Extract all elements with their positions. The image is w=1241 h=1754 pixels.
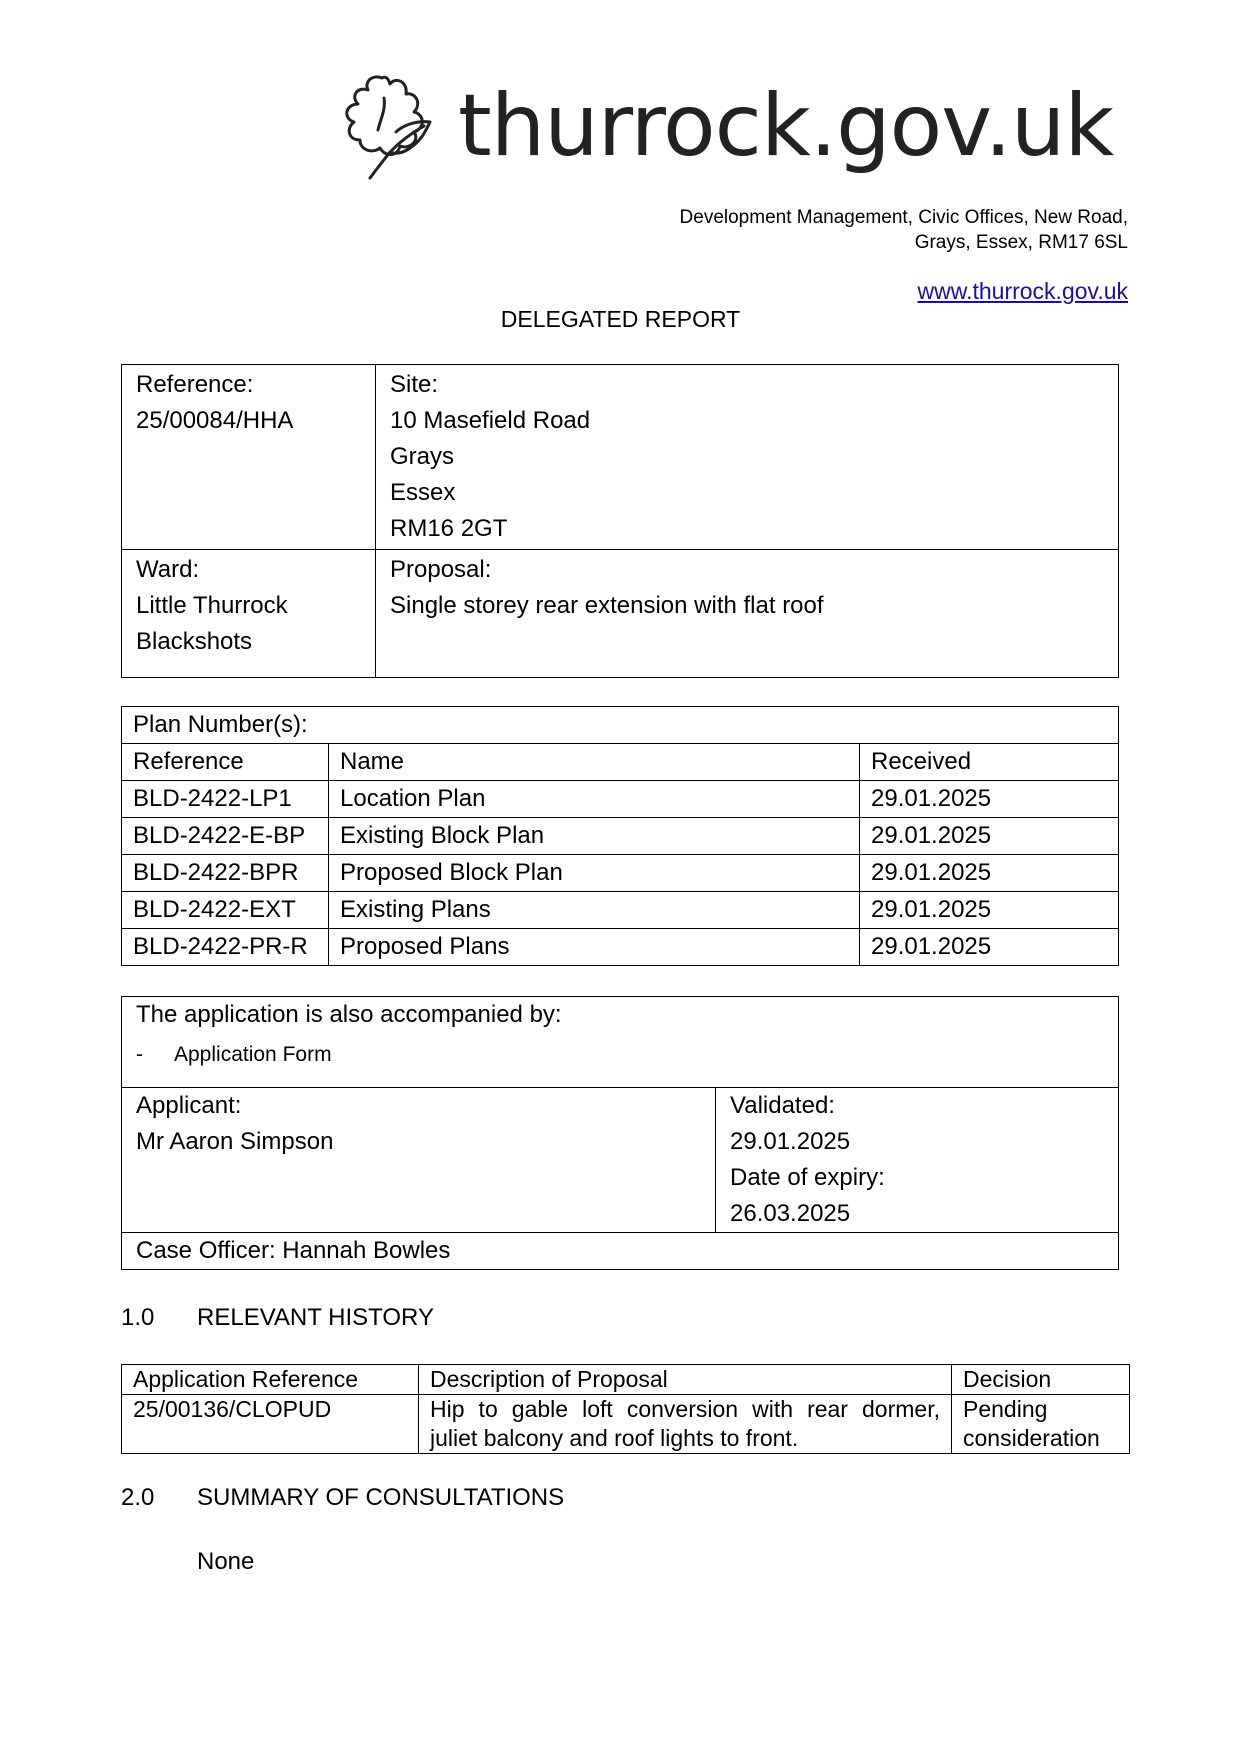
table-row (122, 818, 1119, 855)
ward-label: Ward: (136, 556, 200, 583)
history-decision: Pending consideration (952, 1395, 1130, 1454)
proposal-label: Proposal: (390, 556, 492, 583)
accompanied-label: The application is also accompanied by: (136, 1001, 562, 1028)
table-header-row (122, 744, 1119, 781)
accompanied-cell (122, 997, 1119, 1088)
site-address-line: Grays (390, 443, 455, 470)
plan-name: Proposed Plans (329, 929, 860, 966)
plan-name: Location Plan (329, 781, 860, 818)
plan-name: Existing Plans (329, 892, 860, 929)
logo-wordmark: thurrock.gov.uk (458, 76, 1114, 176)
plan-name: Existing Block Plan (329, 818, 860, 855)
history-reference: 25/00136/CLOPUD (122, 1395, 419, 1454)
plan-reference: BLD-2422-LP1 (122, 781, 329, 818)
section-heading-consultations (121, 1484, 564, 1512)
ward-line: Blackshots (136, 628, 253, 655)
dates-cell (716, 1088, 1119, 1233)
validated-value: 29.01.2025 (730, 1128, 851, 1155)
column-header: Decision (952, 1365, 1130, 1395)
section-number: 2.0 (121, 1484, 155, 1511)
plan-received: 29.01.2025 (860, 781, 1119, 818)
report-title: DELEGATED REPORT (500, 306, 741, 332)
proposal-cell (376, 550, 1119, 678)
list-bullet: - (136, 1043, 143, 1066)
plan-reference: BLD-2422-EXT (122, 892, 329, 929)
accompanied-list-item (136, 1033, 1104, 1079)
history-description: Hip to gable loft conversion with rear dormer, juliet balcony and roof lights to front. (419, 1395, 952, 1454)
section-title: SUMMARY OF CONSULTATIONS (197, 1484, 565, 1511)
column-header: Name (329, 744, 860, 781)
plan-numbers-table (121, 706, 1119, 966)
site-address-line: 10 Masefield Road (390, 407, 591, 434)
plan-received: 29.01.2025 (860, 855, 1119, 892)
consultations-body: None (197, 1548, 255, 1575)
table-row (122, 929, 1119, 966)
plan-reference: BLD-2422-E-BP (122, 818, 329, 855)
address-line-1: Development Management, Civic Offices, New Road, (679, 207, 1128, 228)
column-header: Reference (122, 744, 329, 781)
reference-value: 25/00084/HHA (136, 407, 294, 434)
section-title: RELEVANT HISTORY (197, 1304, 434, 1331)
applicant-cell (122, 1088, 716, 1233)
column-header: Description of Proposal (419, 1365, 952, 1395)
address-line-2: Grays, Essex, RM17 6SL (914, 232, 1128, 253)
plan-received: 29.01.2025 (860, 818, 1119, 855)
plan-reference: BLD-2422-BPR (122, 855, 329, 892)
applicant-value: Mr Aaron Simpson (136, 1128, 334, 1155)
reference-label: Reference: (136, 371, 254, 398)
applicant-label: Applicant: (136, 1092, 242, 1119)
ward-cell (122, 550, 376, 678)
website-link[interactable]: www.thurrock.gov.uk (917, 278, 1128, 304)
site-details-table (121, 364, 1119, 678)
table-row (122, 1395, 1130, 1454)
section-heading-history (121, 1304, 434, 1332)
plan-received: 29.01.2025 (860, 929, 1119, 966)
table-row (122, 892, 1119, 929)
column-header: Received (860, 744, 1119, 781)
table-row (122, 855, 1119, 892)
reference-cell (122, 365, 376, 550)
proposal-value: Single storey rear extension with flat roof (390, 592, 824, 619)
expiry-label: Date of expiry: (730, 1164, 885, 1191)
plan-numbers-title: Plan Number(s): (122, 707, 1119, 744)
column-header: Application Reference (122, 1365, 419, 1395)
site-address-line: RM16 2GT (390, 515, 508, 542)
oak-leaf-logo-icon (338, 70, 438, 182)
relevant-history-table (121, 1364, 1130, 1454)
office-address (680, 205, 1128, 255)
section-number: 1.0 (121, 1304, 155, 1331)
application-details-table (121, 996, 1119, 1270)
ward-line: Little Thurrock (136, 592, 288, 619)
accompanied-item: Application Form (174, 1043, 332, 1066)
plan-reference: BLD-2422-PR-R (122, 929, 329, 966)
validated-label: Validated: (730, 1092, 835, 1119)
site-address-line: Essex (390, 479, 456, 506)
site-cell (376, 365, 1119, 550)
plan-name: Proposed Block Plan (329, 855, 860, 892)
expiry-value: 26.03.2025 (730, 1200, 851, 1227)
table-row (122, 781, 1119, 818)
site-label: Site: (390, 371, 439, 398)
table-header-row (122, 1365, 1130, 1395)
case-officer: Case Officer: Hannah Bowles (122, 1233, 1119, 1270)
plan-received: 29.01.2025 (860, 892, 1119, 929)
